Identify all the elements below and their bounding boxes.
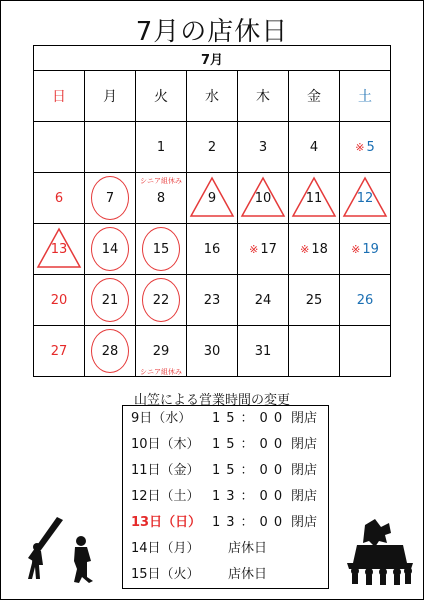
calendar-day-cell: [340, 275, 391, 326]
calendar-day-number: 12: [356, 190, 374, 206]
page-title: 7月の店休日: [135, 17, 289, 47]
schedule-date: 11日（金）: [131, 463, 200, 478]
calendar-day-cell: [34, 275, 85, 326]
calendar-day-number: 24: [254, 292, 272, 308]
calendar-day-number: 21: [101, 292, 119, 308]
schedule-row: [123, 406, 328, 432]
schedule-row: [123, 484, 328, 510]
calendar-day-cell: [238, 173, 289, 224]
asterisk-mark: ※: [249, 242, 259, 256]
calendar-day-cell: [289, 122, 340, 173]
schedule-time: 15：00: [212, 411, 289, 426]
calendar-day-cell: [340, 326, 391, 377]
calendar-day-number: 28: [101, 343, 119, 359]
calendar-body: [34, 122, 391, 377]
calendar-day-cell: [340, 122, 391, 173]
calendar-day-cell: [289, 326, 340, 377]
calendar-day-cell: [340, 224, 391, 275]
calendar-day-cell: [34, 326, 85, 377]
calendar-day-cell: [187, 224, 238, 275]
calendar-day-number: 13: [50, 241, 68, 257]
calendar-day-cell: [136, 173, 187, 224]
asterisk-mark: ※: [351, 242, 361, 256]
calendar-day-number: 2: [207, 139, 217, 155]
calendar-day-cell: [238, 224, 289, 275]
asterisk-mark: ※: [355, 140, 365, 154]
calendar-day-cell: [238, 326, 289, 377]
calendar-day-cell: [85, 173, 136, 224]
weekday-sun: 日: [34, 71, 85, 122]
calendar-day-number: 30: [203, 343, 221, 359]
schedule-row: [123, 510, 328, 536]
weekday-sat: 土: [340, 71, 391, 122]
calendar-day-cell: [187, 275, 238, 326]
calendar-day-cell: [187, 173, 238, 224]
calendar-day-cell: [136, 275, 187, 326]
calendar-day-number: 8: [156, 190, 166, 206]
calendar-day-cell: [289, 224, 340, 275]
calendar-week-row: [34, 275, 391, 326]
schedule-date: 13日（日）: [131, 515, 202, 530]
senior-group-off-note: シニア組休み: [140, 177, 182, 185]
yamakasa-float-icon: [345, 519, 415, 585]
schedule-box: [122, 405, 329, 589]
calendar-day-number: 22: [152, 292, 170, 308]
calendar-day-cell: [187, 122, 238, 173]
asterisk-mark: ※: [300, 242, 310, 256]
schedule-date: 12日（土）: [131, 489, 200, 504]
calendar-day-number: 3: [258, 139, 268, 155]
schedule-row: [123, 432, 328, 458]
schedule-status: 閉店: [291, 489, 318, 504]
schedule-time: 15：00: [212, 437, 289, 452]
calendar-day-cell: [136, 326, 187, 377]
calendar-day-number: ※ 18: [300, 241, 328, 257]
calendar-day-cell: [238, 122, 289, 173]
schedule-date: 14日（月）: [131, 541, 200, 556]
calendar-day-number: 15: [152, 241, 170, 257]
senior-group-off-note: シニア組休み: [140, 368, 182, 376]
calendar-day-cell: [85, 122, 136, 173]
calendar-day-cell: [136, 122, 187, 173]
weekday-mon: 月: [85, 71, 136, 122]
calendar-day-number: 25: [305, 292, 323, 308]
calendar-table: [33, 45, 391, 377]
weekday-fri: 金: [289, 71, 340, 122]
calendar-day-cell: [85, 275, 136, 326]
calendar-day-number: 10: [254, 190, 272, 206]
weekday-wed: 水: [187, 71, 238, 122]
schedule-row: [123, 562, 328, 588]
calendar-day-number: 1: [156, 139, 166, 155]
calendar-day-number: 14: [101, 241, 119, 257]
calendar-day-cell: [187, 326, 238, 377]
schedule-status: 閉店: [291, 515, 318, 530]
calendar-day-number: 11: [305, 190, 323, 206]
weekday-tue: 火: [136, 71, 187, 122]
calendar-day-number: 4: [309, 139, 319, 155]
schedule-time: 13：00: [212, 515, 289, 530]
schedule-time: 13：00: [212, 489, 289, 504]
calendar-day-cell: [34, 122, 85, 173]
calendar-day-cell: [136, 224, 187, 275]
weekday-thu: 木: [238, 71, 289, 122]
calendar-day-cell: [85, 326, 136, 377]
calendar-day-number: 9: [207, 190, 217, 206]
calendar-day-number: ※ 19: [351, 241, 379, 257]
calendar-week-row: [34, 173, 391, 224]
calendar-day-number: 20: [50, 292, 68, 308]
calendar-day-cell: [85, 224, 136, 275]
schedule-status: 店休日: [228, 541, 268, 556]
schedule-status: 閉店: [291, 463, 318, 478]
schedule-title: 山笠による営業時間の変更: [133, 393, 290, 408]
calendar-week-row: [34, 224, 391, 275]
calendar-day-number: ※ 5: [355, 139, 375, 155]
calendar-day-cell: [34, 173, 85, 224]
schedule-row: [123, 458, 328, 484]
calendar-day-number: 31: [254, 343, 272, 359]
schedule-date: 15日（火）: [131, 567, 200, 582]
schedule-time: 15：00: [212, 463, 289, 478]
schedule-row: [123, 536, 328, 562]
schedule-status: 店休日: [228, 567, 268, 582]
calendar-day-cell: [238, 275, 289, 326]
calendar-day-number: 26: [356, 292, 374, 308]
calendar-day-cell: [34, 224, 85, 275]
calendar-day-cell: [340, 173, 391, 224]
festival-runners-icon: [19, 517, 103, 583]
calendar-day-number: ※ 17: [249, 241, 277, 257]
calendar-week-row: [34, 122, 391, 173]
calendar-day-number: 6: [54, 190, 64, 206]
calendar-day-cell: [289, 275, 340, 326]
calendar-day-number: 29: [152, 343, 170, 359]
schedule-status: 閉店: [291, 437, 318, 452]
month-label: 7月: [34, 46, 391, 71]
schedule-date: 9日（水）: [131, 411, 192, 426]
calendar-day-number: 7: [105, 190, 115, 206]
calendar-week-row: [34, 326, 391, 377]
calendar-day-number: 23: [203, 292, 221, 308]
calendar-day-number: 27: [50, 343, 68, 359]
schedule-date: 10日（木）: [131, 437, 200, 452]
schedule-status: 閉店: [291, 411, 318, 426]
calendar-day-number: 16: [203, 241, 221, 257]
calendar-day-cell: [289, 173, 340, 224]
